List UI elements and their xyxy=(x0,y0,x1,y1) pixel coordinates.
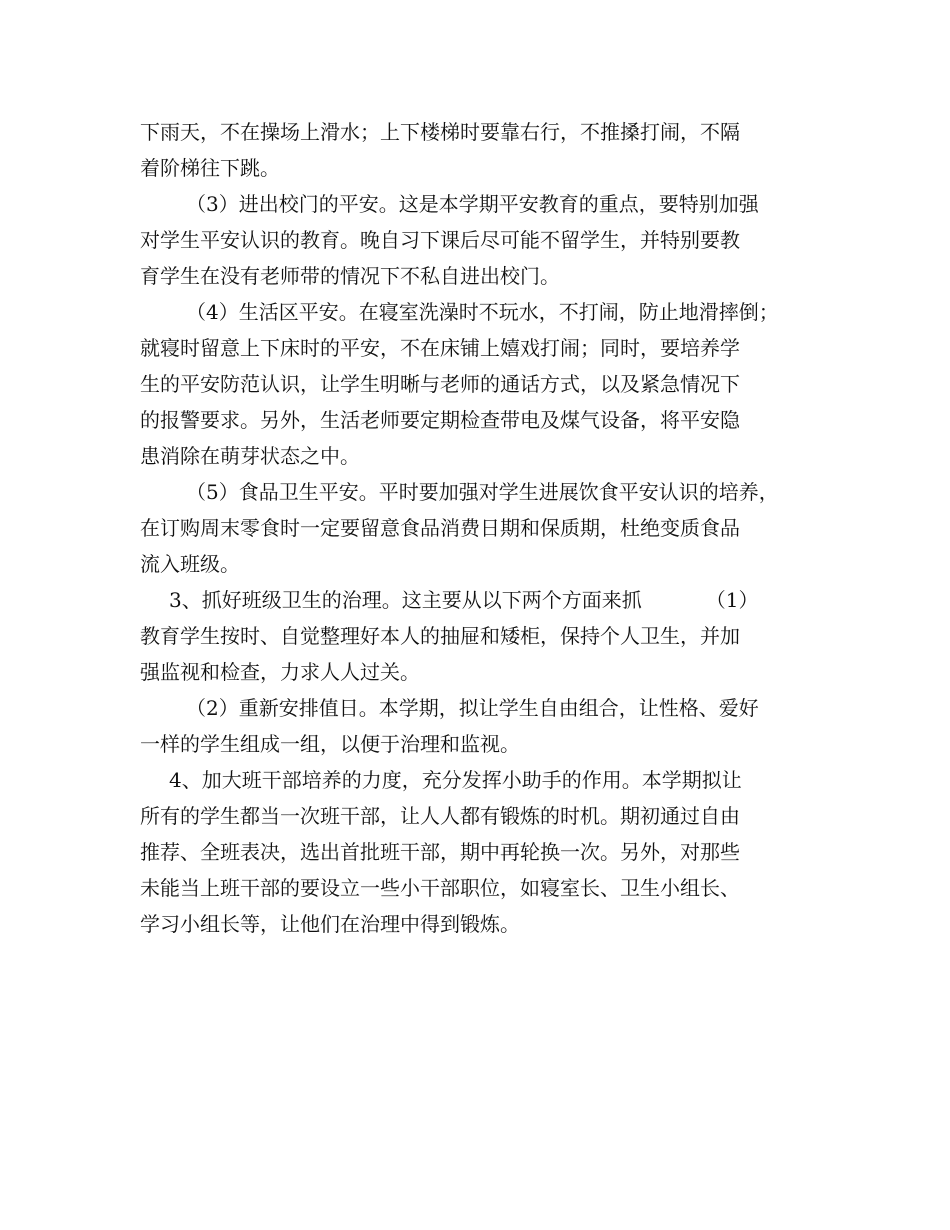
text-line: 就寝时留意上下床时的平安，不在床铺上嬉戏打闹；同时，要培养学 xyxy=(140,336,740,360)
text-line: 强监视和检查，力求人人过关。 xyxy=(140,660,420,684)
text-line: 下雨天，不在操场上滑水；上下楼梯时要靠右行，不推搡打闹，不隔 xyxy=(140,120,740,144)
text-line: 着阶梯往下跳。 xyxy=(140,156,280,180)
text-line: 在订购周末零食时一定要留意食品消费日期和保质期，杜绝变质食品 xyxy=(140,516,740,540)
text-line: 4、加大班干部培养的力度，充分发挥小助手的作用。本学期拟让 xyxy=(169,768,742,792)
text-line: 学习小组长等，让他们在治理中得到锻炼。 xyxy=(140,912,520,936)
text-line xyxy=(140,582,820,618)
text-line: 生的平安防范认识，让学生明晰与老师的通话方式，以及紧急情况下 xyxy=(140,372,740,396)
text-line: 流入班级。 xyxy=(140,552,240,576)
text-line: 所有的学生都当一次班干部，让人人都有锻炼的时机。期初通过自由 xyxy=(140,804,740,828)
section-heading-3: 3、抓好班级卫生的治理。这主要从以下两个方面来抓 xyxy=(169,588,642,612)
text-line: 对学生平安认识的教育。晚自习下课后尽可能不留学生，并特别要教 xyxy=(140,228,740,252)
text-line: （5）食品卫生平安。平时要加强对学生进展饮食平安认识的培养， xyxy=(186,480,779,504)
text-line: 患消除在萌芽状态之中。 xyxy=(140,444,360,468)
text-line: （2）重新安排值日。本学期，拟让学生自由组合，让性格、爱好 xyxy=(186,696,759,720)
document-body xyxy=(140,114,820,942)
text-line: （4）生活区平安。在寝室洗澡时不玩水，不打闹，防止地滑摔倒； xyxy=(186,300,779,324)
text-line: 推荐、全班表决，选出首批班干部，期中再轮换一次。另外，对那些 xyxy=(140,840,740,864)
text-line: 育学生在没有老师带的情况下不私自进出校门。 xyxy=(140,264,560,288)
text-line: 未能当上班干部的要设立一些小干部职位，如寝室长、卫生小组长、 xyxy=(140,876,740,900)
item-marker-1: （1） xyxy=(705,588,759,612)
text-line: 一样的学生组成一组，以便于治理和监视。 xyxy=(140,732,520,756)
text-line: （3）进出校门的平安。这是本学期平安教育的重点，要特别加强 xyxy=(186,192,759,216)
text-line: 的报警要求。另外，生活老师要定期检查带电及煤气设备，将平安隐 xyxy=(140,408,740,432)
text-line: 教育学生按时、自觉整理好本人的抽屉和矮柜，保持个人卫生，并加 xyxy=(140,624,740,648)
